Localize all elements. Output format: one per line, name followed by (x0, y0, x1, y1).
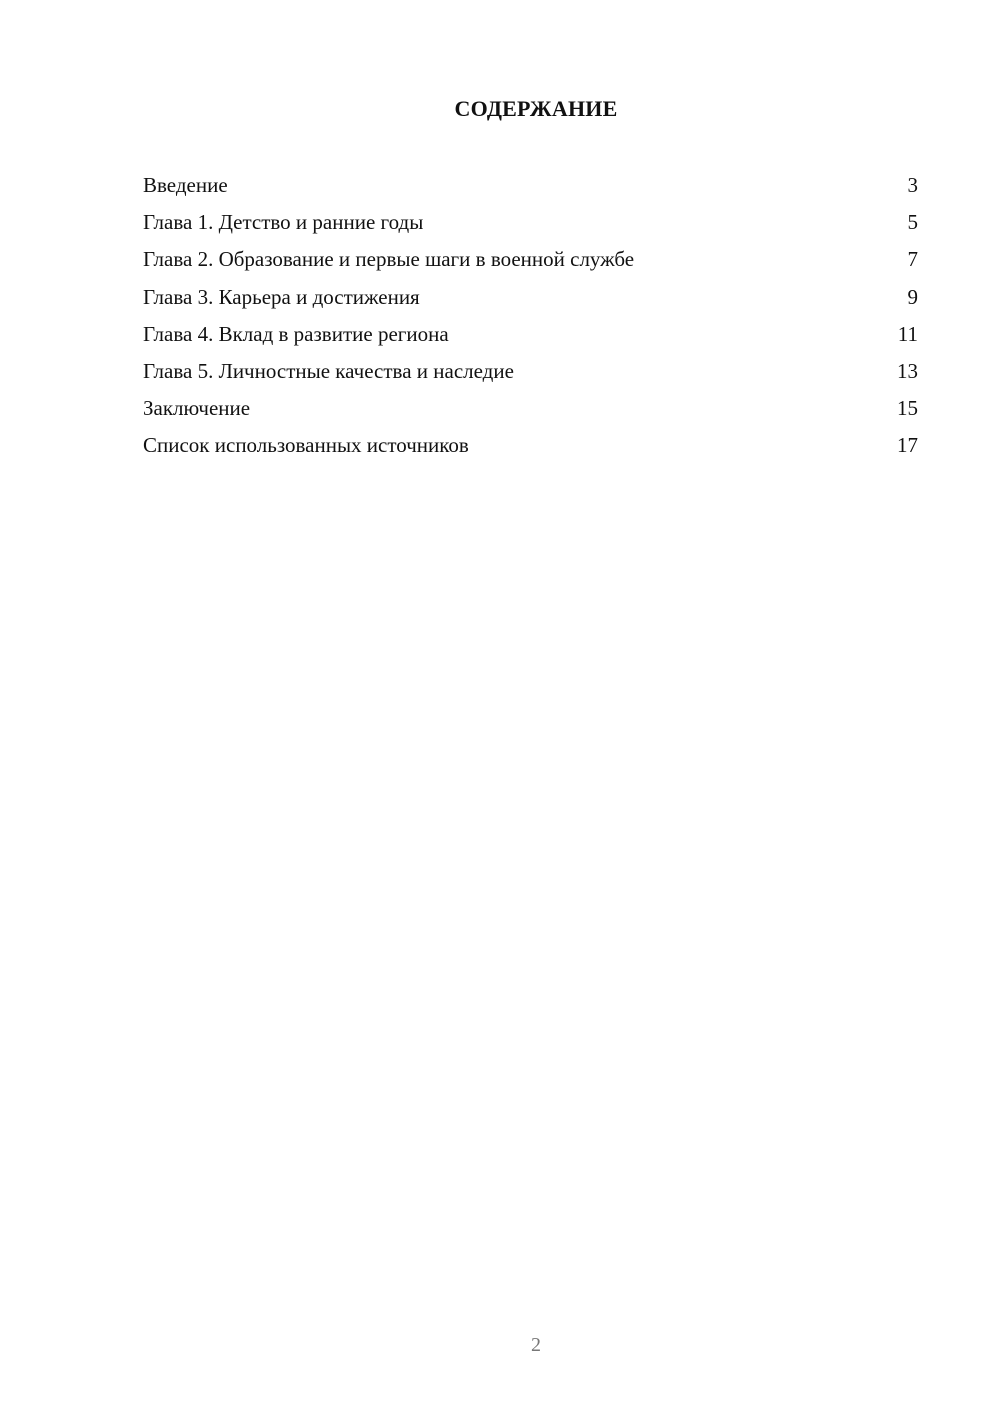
toc-entry-label: Глава 3. Карьера и достижения (143, 284, 420, 309)
toc-entry-chapter-5 (143, 354, 918, 391)
toc-entry-label: Заключение (143, 396, 251, 421)
toc-entry-page: 3 (907, 173, 918, 197)
toc-entry-label: Глава 2. Образование и первые шаги в военной службе (143, 247, 635, 272)
toc-entry-page: 17 (897, 433, 918, 458)
toc-entry-conclusion (143, 391, 918, 428)
toc-title: СОДЕРЖАНИЕ (454, 96, 618, 121)
toc-entry-introduction (143, 168, 918, 205)
toc-entry-chapter-1 (143, 205, 918, 242)
toc-entry-chapter-2 (143, 242, 918, 279)
toc-entry-page: 11 (897, 321, 918, 346)
toc-entry-chapter-3 (143, 280, 918, 317)
toc-entry-page: 9 (907, 284, 918, 309)
toc-entry-references (143, 428, 918, 465)
toc-entry-page: 15 (897, 396, 918, 421)
toc-entry-label: Глава 4. Вклад в развитие региона (143, 321, 449, 346)
toc-entry-chapter-4 (143, 317, 918, 354)
toc-entry-page: 13 (897, 358, 918, 383)
toc-entry-label: Глава 5. Личностные качества и наследие (143, 358, 514, 383)
table-of-contents (143, 168, 918, 466)
toc-entry-page: 7 (907, 247, 918, 272)
toc-entry-label: Список использованных источников (143, 433, 469, 458)
toc-entry-label: Введение (143, 173, 228, 197)
toc-entry-label: Глава 1. Детство и ранние годы (143, 210, 424, 235)
page-number: 2 (531, 1334, 541, 1356)
toc-entry-page: 5 (907, 210, 918, 235)
